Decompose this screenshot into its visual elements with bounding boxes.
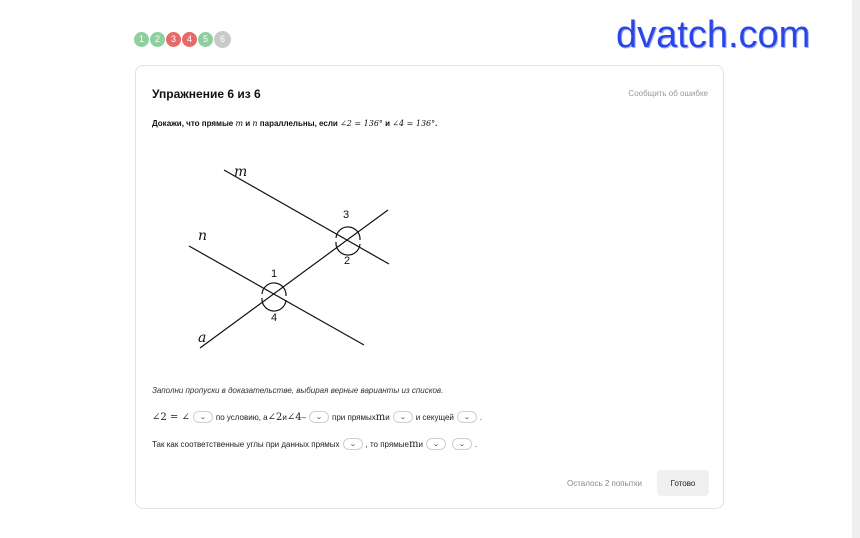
task-text: и [382,119,393,128]
progress-dot-5[interactable]: 5 [198,32,213,47]
proof-text: . [474,439,478,449]
chevron-down-icon: ⌄ [315,414,323,421]
exercise-card [135,65,724,509]
proof-text: при прямых [332,412,376,422]
progress-indicator [134,32,232,48]
angle-label-4: 4 [271,312,278,324]
task-condition-2: ∠4 = 136° [392,119,436,128]
task-text: параллельны, если [257,119,341,128]
proof-text: и [385,412,390,422]
task-text: Докажи, что прямые [152,119,236,128]
equality-select[interactable] [343,438,363,450]
proof-angle-2: ∠2 [267,411,283,423]
proof-text: и [418,439,423,449]
label-a: a [198,330,207,346]
angle-type-select[interactable] [309,411,329,423]
done-button[interactable]: Готово [657,470,709,496]
angle-select[interactable] [193,411,213,423]
progress-dot-2[interactable]: 2 [150,32,165,47]
page-scrollbar[interactable] [852,0,860,538]
report-error-link[interactable]: Сообщить об ошибке [628,89,708,98]
progress-dot-1[interactable]: 1 [134,32,149,47]
chevron-down-icon: ⌄ [432,441,440,448]
conclusion-select[interactable] [452,438,472,450]
geometry-figure [176,156,406,356]
label-n: n [198,228,208,244]
angle-arc-2 [336,242,360,255]
proof-text: Так как соответственные углы при данных прямых [152,439,340,449]
proof-line-1 [152,411,482,423]
chevron-down-icon: ⌄ [199,414,207,421]
label-m: m [234,164,248,180]
angle-label-2: 2 [344,255,351,267]
proof-text: и [282,412,287,422]
chevron-down-icon: ⌄ [348,441,357,448]
progress-dot-6[interactable]: 6 [214,31,231,48]
second-line-select[interactable] [426,438,446,450]
task-text: и [243,119,253,128]
line-n [189,246,364,345]
proof-text: . [479,412,483,422]
exercise-title: Упражнение 6 из 6 [152,87,261,101]
line-a [200,210,388,348]
task-condition-1: ∠2 = 136° [340,119,383,128]
chevron-down-icon: ⌄ [463,414,471,421]
secant-select[interactable] [457,411,477,423]
task-text: . [435,119,438,128]
chevron-down-icon: ⌄ [458,441,466,448]
progress-dot-4[interactable]: 4 [182,32,197,47]
proof-text: ∠2 = ∠ [152,411,190,423]
proof-text: по условию, а [215,412,268,422]
attempts-remaining: Осталось 2 попытки [567,479,643,488]
instruction-text: Заполни пропуски в доказательстве, выбирая верные варианты из списков. [152,386,444,395]
task-line-n: n [252,119,258,128]
proof-line-m: m [375,411,386,423]
task-line-m: m [235,119,244,128]
proof-line-2 [152,438,477,450]
angle-label-1: 1 [271,268,278,280]
proof-line-m: m [408,438,419,450]
proof-text: – [301,412,307,422]
line-select[interactable] [393,411,413,423]
line-m [224,170,389,264]
progress-dot-3[interactable]: 3 [166,32,181,47]
angle-label-3: 3 [343,209,350,221]
watermark: dvatch.com [616,14,811,56]
proof-text: , то прямые [365,439,409,449]
chevron-down-icon: ⌄ [398,414,407,421]
proof-angle-4: ∠4 [286,411,302,423]
proof-text: и секущей [415,412,454,422]
task-statement [152,119,437,128]
